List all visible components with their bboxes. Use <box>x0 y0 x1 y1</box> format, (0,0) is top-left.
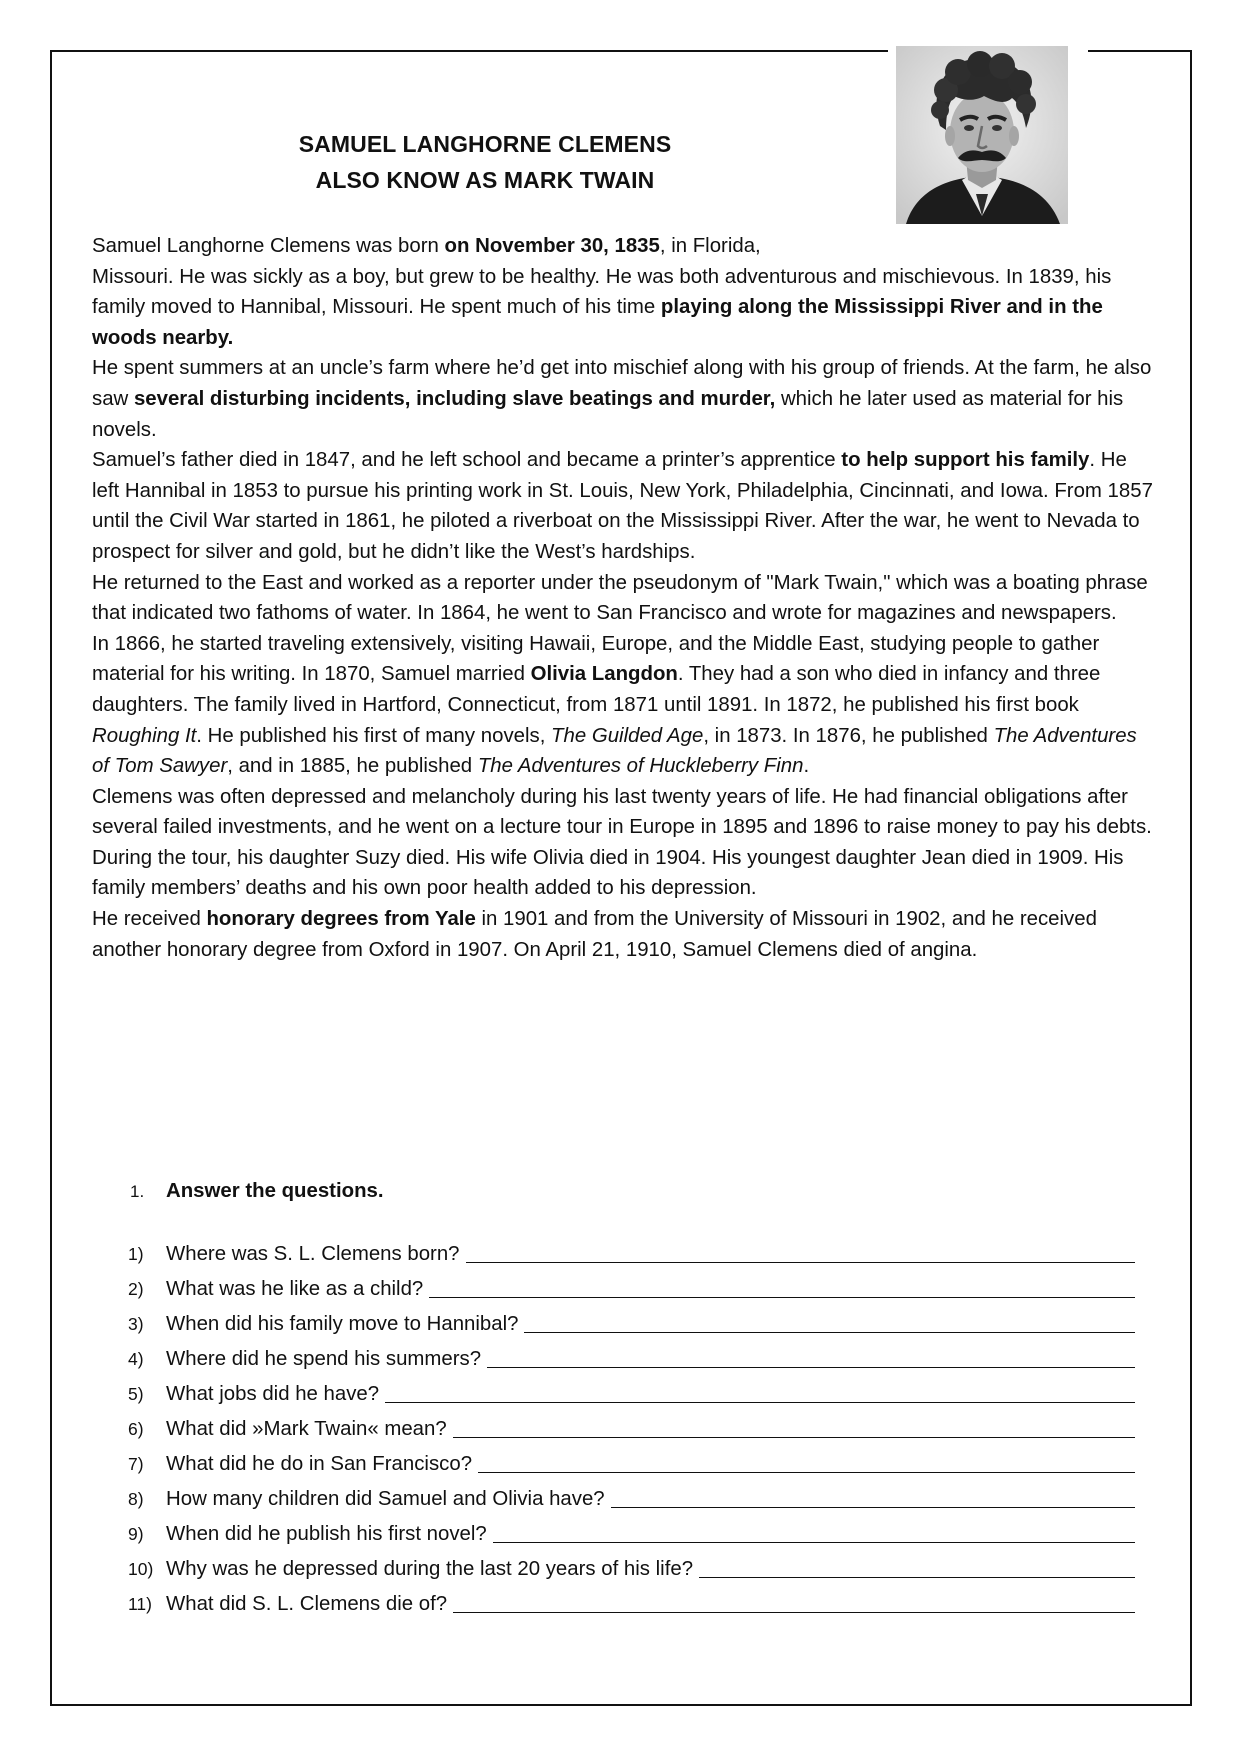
question-item <box>128 1442 1143 1477</box>
question-text: How many children did Samuel and Olivia have? <box>166 1488 605 1510</box>
question-item <box>128 1267 1143 1302</box>
bio-paragraph <box>92 231 1154 353</box>
question-text: Where did he spend his summers? <box>166 1348 482 1370</box>
answer-line[interactable] <box>478 1471 1135 1473</box>
question-item <box>128 1372 1143 1407</box>
question-text: When did he publish his first novel? <box>166 1523 487 1545</box>
text-run: , in 1873. In 1876, he published <box>703 724 994 747</box>
answer-line[interactable] <box>385 1401 1135 1403</box>
text-run: which he later used as material for his novels. <box>92 387 1124 441</box>
answer-line[interactable] <box>429 1296 1135 1298</box>
question-text: What was he like as a child? <box>166 1278 424 1300</box>
question-text: What did he do in San Francisco? <box>166 1453 473 1475</box>
task-heading <box>130 1176 384 1207</box>
answer-line[interactable] <box>466 1261 1135 1263</box>
question-item <box>128 1302 1143 1337</box>
italic-text: The Guilded Age <box>551 724 704 747</box>
answer-line[interactable] <box>611 1506 1135 1508</box>
text-run: He spent summers at an uncle’s farm where he’d get into mischief along with his group of friends. At the farm, he also saw <box>92 357 1152 410</box>
text-run: . He left Hannibal in 1853 to pursue his printing work in St. Louis, New York, Philadelphia, Cincinnati, and Iowa. From 1857 until the Civil War started in 1861, he piloted a riverboat on the Mississippi River. After the war, he went to Nevada to prospect for silver and gold, but he didn’t like the West’s hardships. <box>92 449 1153 563</box>
question-item <box>128 1337 1143 1372</box>
question-text: What jobs did he have? <box>166 1383 380 1405</box>
question-number: 2) <box>128 1279 144 1299</box>
question-item <box>128 1582 1143 1617</box>
text-run: Samuel Langhorne Clemens was born <box>92 235 445 257</box>
bold-text: Olivia Langdon <box>530 663 678 686</box>
answer-line[interactable] <box>524 1331 1135 1333</box>
text-run: . <box>803 755 810 778</box>
question-number: 1) <box>128 1244 144 1264</box>
question-text: Where was S. L. Clemens born? <box>166 1243 460 1265</box>
text-run: , in Florida, <box>659 235 761 257</box>
bold-text: playing along the Mississippi River and in the woods nearby. <box>92 296 1103 349</box>
question-number: 5) <box>128 1384 144 1404</box>
question-number: 10) <box>128 1559 154 1579</box>
text-run: Clemens was often depressed and melancholy during his last twenty years of life. He had financial obligations after several failed investments, and he went on a lecture tour in Europe in 1895 and 1896 to raise money to pay his debts. During the tour, his daughter Suzy died. His wife Olivia died in 1904. His youngest daughter Jean died in 1909. His family members’ deaths and his own poor health added to his depression. <box>92 785 1152 900</box>
question-number: 4) <box>128 1349 144 1369</box>
answer-line[interactable] <box>699 1576 1135 1578</box>
question-number: 11) <box>128 1594 152 1614</box>
question-number: 3) <box>128 1314 144 1334</box>
italic-text: Roughing It <box>92 724 197 747</box>
bio-paragraph <box>92 782 1154 904</box>
title-line-2: ALSO KNOW AS MARK TWAIN <box>315 167 655 193</box>
bio-paragraph <box>92 629 1154 782</box>
question-text: Why was he depressed during the last 20 years of his life? <box>166 1558 694 1580</box>
question-text: What did S. L. Clemens die of? <box>166 1593 448 1615</box>
answer-line[interactable] <box>487 1366 1135 1368</box>
answer-line[interactable] <box>453 1436 1135 1438</box>
bold-text: honorary degrees from Yale <box>206 908 476 931</box>
text-run: . They had a son who died in infancy and three daughters. The family lived in Hartford, Connecticut, from 1871 until 1891. In 1872, he published his first book <box>92 663 1101 716</box>
bio-paragraph <box>92 568 1154 629</box>
biography-text <box>92 231 1154 965</box>
page-title <box>180 126 790 198</box>
question-text: When did his family move to Hannibal? <box>166 1313 519 1335</box>
bio-paragraph <box>92 445 1154 567</box>
task-label: Answer the questions. <box>166 1180 384 1202</box>
italic-text: The Adventures of Huckleberry Finn <box>477 755 804 778</box>
question-item <box>128 1407 1143 1442</box>
question-text: What did »Mark Twain« mean? <box>166 1418 447 1440</box>
question-number: 8) <box>128 1489 144 1509</box>
bold-text: several disturbing incidents, including slave beatings and murder, <box>133 387 776 410</box>
question-item <box>128 1547 1143 1582</box>
bio-paragraph <box>92 904 1154 965</box>
bold-text: on November 30, 1835 <box>444 235 660 257</box>
answer-line[interactable] <box>453 1611 1135 1613</box>
question-item <box>128 1477 1143 1512</box>
question-item <box>128 1232 1143 1267</box>
bio-paragraph <box>92 353 1154 445</box>
answer-line[interactable] <box>493 1541 1135 1543</box>
italic-text: The Adventures of Tom Sawyer <box>92 724 1137 778</box>
text-run: , and in 1885, he published <box>227 755 478 778</box>
title-line-1: SAMUEL LANGHORNE CLEMENS <box>298 131 672 157</box>
question-number: 9) <box>128 1524 144 1544</box>
question-number: 7) <box>128 1454 144 1474</box>
text-run: Missouri. He was sickly as a boy, but grew to be healthy. He was both adventurous and mischievous. In 1839, his family moved to Hannibal, Missouri. He spent much of his time <box>92 265 1112 319</box>
text-run: He returned to the East and worked as a reporter under the pseudonym of "Mark Twain," which was a boating phrase that indicated two fathoms of water. In 1864, he went to San Francisco and wrote for magazines and newspapers. <box>92 571 1148 625</box>
text-run: in 1901 and from the University of Missouri in 1902, and he received another honorary degree from Oxford in 1907. On April 21, 1910, Samuel Clemens died of angina. <box>92 908 1097 961</box>
text-run: He received <box>92 908 207 931</box>
question-number: 6) <box>128 1419 144 1439</box>
text-run: . He published his first of many novels, <box>196 724 552 747</box>
portrait-photo <box>896 46 1068 224</box>
bold-text: to help support his family <box>841 449 1090 472</box>
question-list <box>128 1232 1143 1617</box>
question-item <box>128 1512 1143 1547</box>
text-run: In 1866, he started traveling extensively, visiting Hawaii, Europe, and the Middle East, studying people to gather material for his writing. In 1870, Samuel married <box>92 632 1100 686</box>
text-run: Samuel’s father died in 1847, and he left school and became a printer’s apprentice <box>92 449 842 472</box>
task-number: 1. <box>130 1182 145 1201</box>
